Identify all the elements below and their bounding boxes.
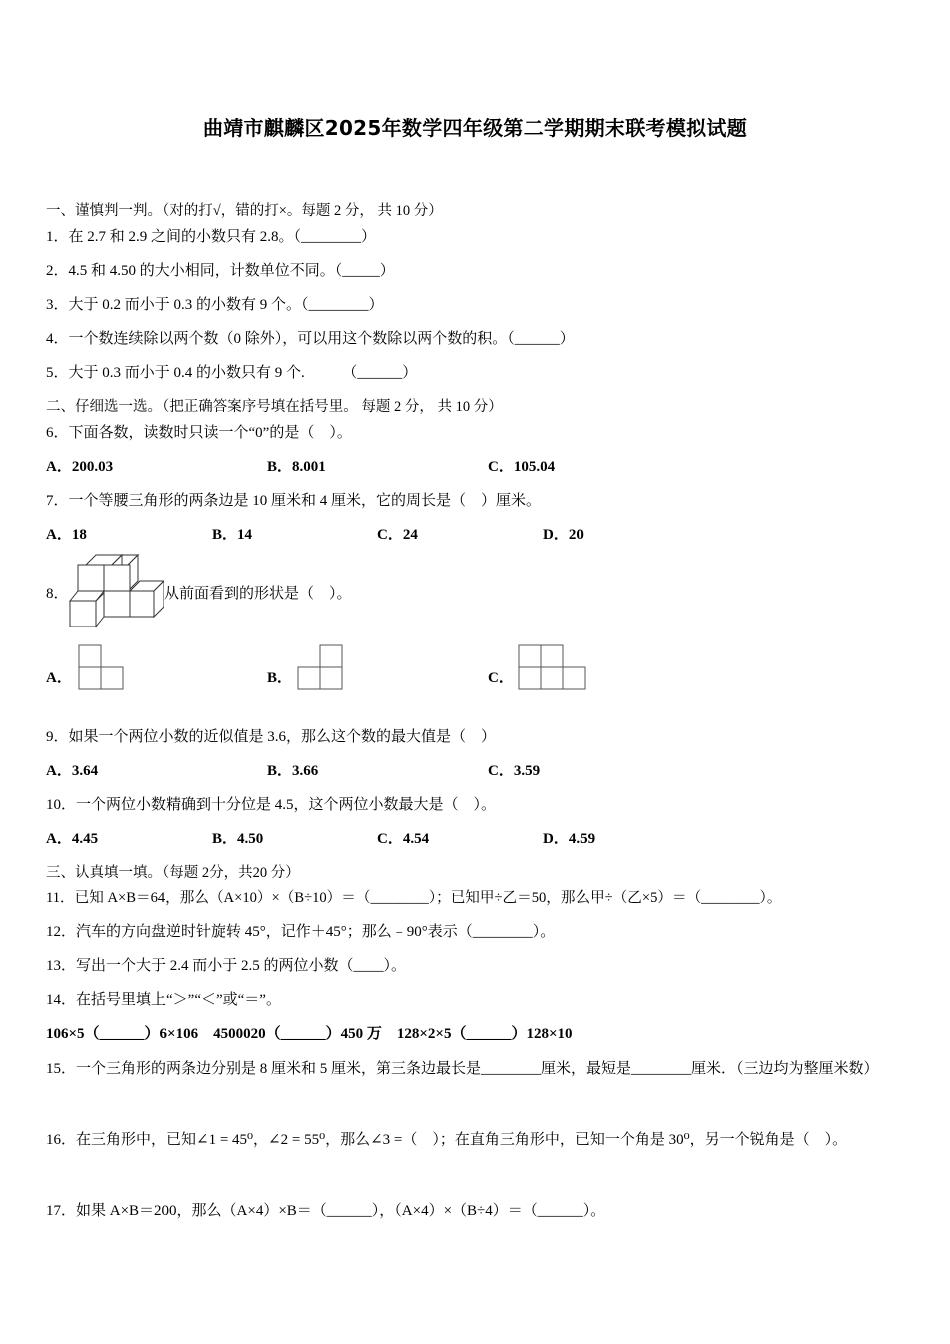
question-8: 从前面看到的形状是（ ）。: [164, 586, 352, 602]
q8-option-c: C．: [488, 670, 514, 686]
question-9: 9．如果一个两位小数的近似值是 3.6，那么这个数的最大值是（ ）: [46, 729, 497, 745]
q7-option-c: C．24: [377, 527, 418, 543]
q10-option-b: B．4.50: [212, 831, 264, 847]
question-15: 15．一个三角形的两条边分别是 8 厘米和 5 厘米，第三条边最长是________厘米，最短是________厘米．（三边均为整厘米数）: [46, 1061, 879, 1077]
q6-option-c: C．105.04: [488, 459, 556, 475]
q9-option-b: B．3.66: [267, 763, 319, 779]
question-16: 16．在三角形中，已知∠1 = 45⁰，∠2 = 55⁰，那么∠3 =（ ）；在直角三角形中，已知一个角是 30⁰，另一个锐角是（ ）。: [46, 1132, 848, 1148]
question-8-number: 8．: [46, 586, 69, 602]
option-b-shape: [297, 644, 343, 690]
q6-option-a: A．200.03: [46, 459, 114, 475]
q7-option-a: A．18: [46, 527, 87, 543]
question-14: 14．在括号里填上“＞”“＜”或“＝”。: [46, 992, 281, 1008]
q6-option-b: B．8.001: [267, 459, 326, 475]
q9-option-c: C．3.59: [488, 763, 541, 779]
q10-option-a: A．4.45: [46, 831, 99, 847]
q8-option-a: A．: [46, 670, 72, 686]
q9-option-a: A．3.64: [46, 763, 99, 779]
question-13: 13．写出一个大于 2.4 而小于 2.5 的两位小数（____）。: [46, 958, 407, 974]
q8-option-b: B．: [267, 670, 293, 686]
question-14-items: 106×5（______）6×106 4500020（______）450 万 128×2×5（______）128×10: [46, 1026, 573, 1042]
q7-option-d: D．20: [543, 527, 584, 543]
option-a-shape: [78, 644, 124, 690]
section-3-heading: 三、认真填一填。（每题 2分，共20 分）: [46, 865, 300, 881]
question-17: 17．如果 A×B＝200，那么（A×4）×B＝（______），（A×4）×（B÷4）＝（______）。: [46, 1203, 606, 1219]
section-1-heading: 一、谨慎判一判。（对的打√，错的打×。每题 2 分， 共 10 分）: [46, 203, 443, 219]
question-12: 12．汽车的方向盘逆时针旋转 45°，记作＋45°；那么﹣90°表示（________）。: [46, 924, 556, 940]
question-2: 2．4.5 和 4.50 的大小相同，计数单位不同。（_____）: [46, 263, 395, 279]
section-2-heading: 二、仔细选一选。（把正确答案序号填在括号里。 每题 2 分， 共 10 分）: [46, 399, 503, 415]
question-11: 11．已知 A×B＝64，那么（A×10）×（B÷10）＝（________）；已知甲÷乙＝50，那么甲÷（乙×5）＝（________）。: [46, 890, 782, 906]
q10-option-c: C．4.54: [377, 831, 430, 847]
page-title: 曲靖市麒麟区2025年数学四年级第二学期期末联考模拟试题: [202, 116, 748, 140]
question-4: 4．一个数连续除以两个数（0 除外），可以用这个数除以两个数的积。（______）: [46, 331, 575, 347]
q10-option-d: D．4.59: [543, 831, 596, 847]
option-c-shape: [518, 644, 586, 690]
question-6: 6．下面各数，读数时只读一个“0”的是（ ）。: [46, 425, 352, 441]
question-7: 7．一个等腰三角形的两条边是 10 厘米和 4 厘米，它的周长是（ ）厘米。: [46, 493, 542, 509]
cube-stack-figure: [68, 553, 164, 627]
question-3: 3．大于 0.2 而小于 0.3 的小数有 9 个。（________）: [46, 297, 384, 313]
question-1: 1．在 2.7 和 2.9 之间的小数只有 2.8。（________）: [46, 229, 377, 245]
question-5: 5．大于 0.3 而小于 0.4 的小数只有 9 个. （______）: [46, 365, 418, 381]
question-10: 10．一个两位小数精确到十分位是 4.5，这个两位小数最大是（ ）。: [46, 797, 497, 813]
q7-option-b: B．14: [212, 527, 253, 543]
